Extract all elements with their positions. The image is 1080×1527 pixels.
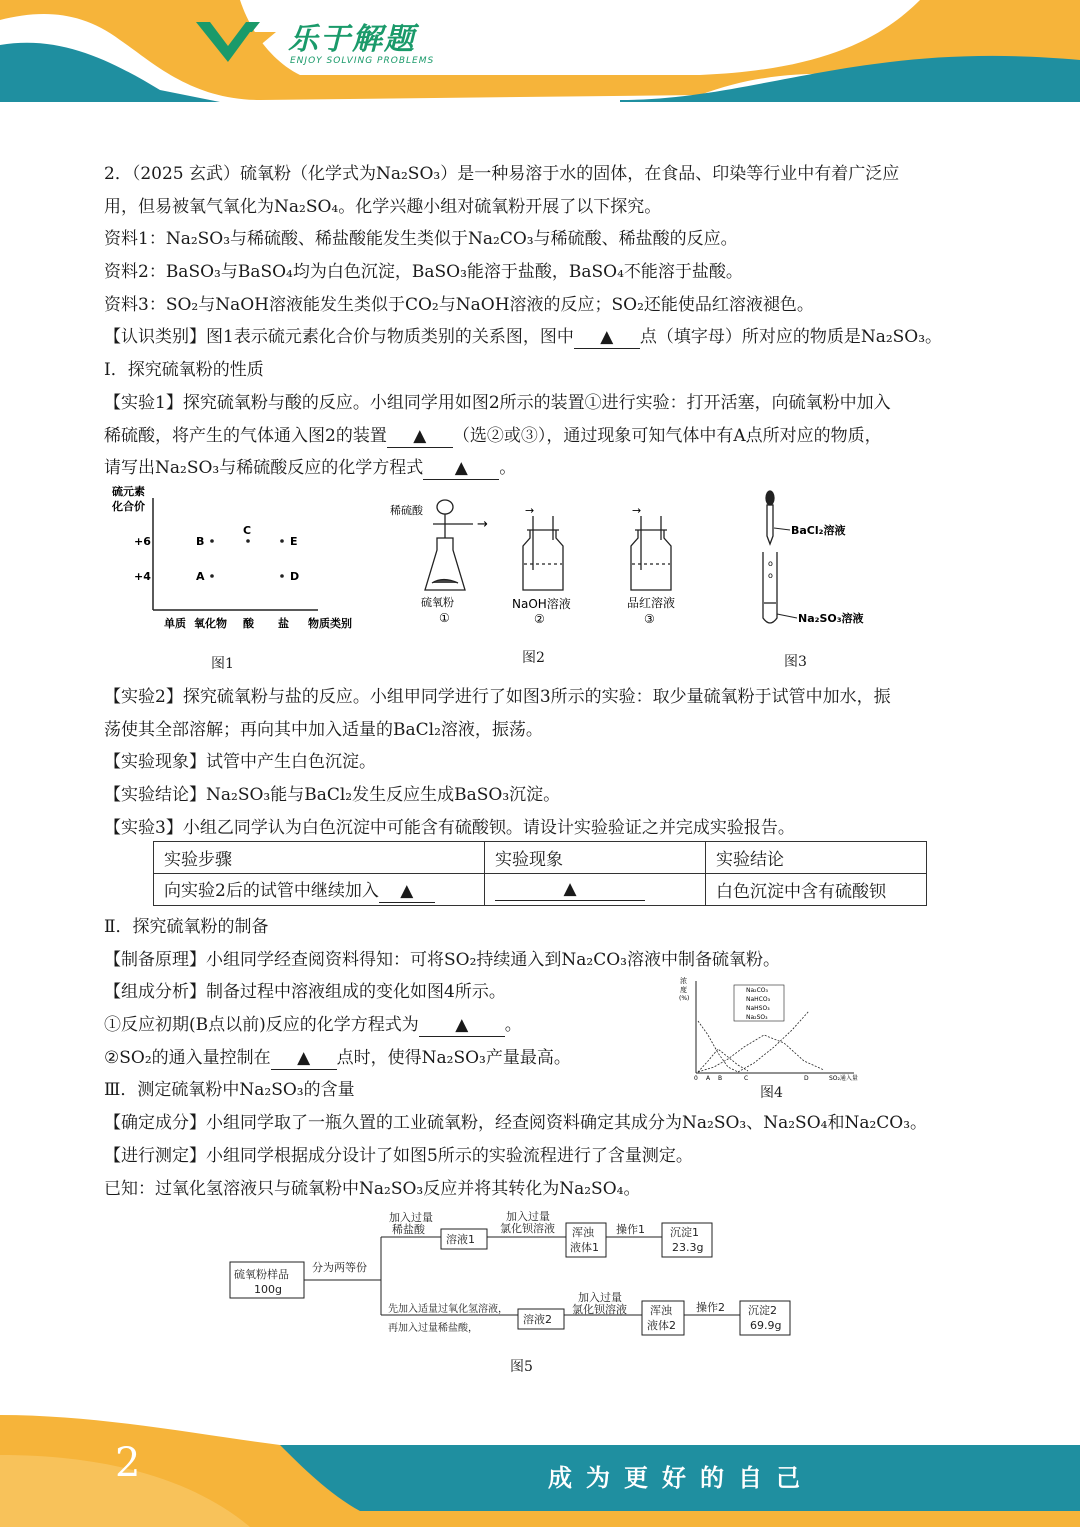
- fig5-solution1: 溶液1: [446, 1233, 475, 1246]
- figure-1-caption: 图1: [211, 656, 234, 672]
- fig4-legend-item: Na₂CO₃: [746, 987, 768, 994]
- question-2: ②SO₂的通入量控制在 ▲ 点时，使得Na₂SO₃产量最高。: [104, 1047, 571, 1068]
- section-1-title: Ⅰ．探究硫氧粉的性质: [104, 360, 264, 381]
- material-1: 资料1：Na₂SO₃与稀硫酸、稀盐酸能发生类似于Na₂CO₃与稀硫酸、稀盐酸的反应。: [104, 229, 738, 250]
- exp1-line-1: 【实验1】探究硫氧粉与酸的反应。小组同学用如图2所示的装置①进行实验：打开活塞，向硫氧粉中加入: [104, 392, 891, 413]
- fig5-ppt1: 沉淀1: [670, 1226, 699, 1239]
- figure-2-apparatus: [385, 490, 700, 632]
- dropper-icon: [766, 491, 774, 544]
- answer-blank[interactable]: ▲: [271, 1047, 337, 1070]
- drop-icon: o: [768, 571, 773, 580]
- fig2-number: ①: [439, 611, 450, 625]
- arrow-icon: →: [525, 504, 535, 517]
- fig5-top-reagent: 稀盐酸: [392, 1223, 425, 1236]
- fig4-xtick: D: [804, 1075, 809, 1082]
- fig5-top-reagent: 加入过量: [389, 1211, 433, 1224]
- flask-icon: [425, 500, 473, 590]
- fig5-solution2: 溶液2: [523, 1313, 552, 1326]
- exp-conclusion: 【实验结论】Na₂SO₃能与BaCl₂发生反应生成BaSO₃沉淀。: [104, 785, 561, 806]
- fig5-bacl2-top: 加入过量: [506, 1210, 550, 1223]
- gas-bottle-icon: [523, 516, 563, 590]
- figure-1-chart: [106, 484, 366, 634]
- exp1-line-2: 稀硫酸，将产生的气体通入图2的装置 ▲ （选②或③），通过现象可知气体中有A点所对应的物质，: [104, 425, 882, 446]
- question-1: ①反应初期(B点以前)反应的化学方程式为 ▲ 。: [104, 1015, 522, 1036]
- table-cell: [485, 874, 706, 906]
- fig5-bacl2-top: 氯化钡溶液: [500, 1222, 555, 1235]
- fig4-xtick: C: [744, 1075, 749, 1082]
- fig5-bottom-reagent: 先加入适量过氧化氢溶液，: [388, 1304, 508, 1315]
- fig4-ylabel: 浓: [680, 977, 687, 985]
- table-header: 实验步骤: [154, 842, 485, 874]
- fig1-point: [280, 539, 284, 543]
- fig1-point: [280, 574, 284, 578]
- known-text: 已知：过氧化氢溶液只与硫氧粉中Na₂SO₃反应并将其转化为Na₂SO₄。: [104, 1178, 641, 1199]
- fig5-turbid2: 浑浊: [650, 1304, 672, 1317]
- fig1-xtick: 盐: [278, 617, 289, 630]
- fig4-legend-item: Na₂SO₃: [746, 1014, 768, 1021]
- fig5-ppt1-mass: 23.3g: [672, 1241, 704, 1254]
- fig1-xlabel: 物质类别: [308, 617, 352, 630]
- fig1-ytick: +4: [134, 570, 151, 583]
- fig2-powder-label: 硫氧粉: [421, 596, 454, 609]
- exp-phenomenon: 【实验现象】试管中产生白色沉淀。: [104, 752, 376, 773]
- fig2-number: ②: [534, 612, 545, 626]
- fig4-xtick: 0: [694, 1075, 698, 1082]
- fig2-acid-label: 稀硫酸: [390, 504, 423, 517]
- fig5-turbid1: 液体1: [570, 1241, 599, 1254]
- answer-blank[interactable]: ▲: [419, 1014, 505, 1037]
- table-cell: 向实验2后的试管中继续加入 ▲: [154, 874, 485, 906]
- fig3-na2so3-label: Na₂SO₃溶液: [798, 612, 864, 625]
- answer-blank[interactable]: ▲: [574, 326, 640, 349]
- fig4-xtick: A: [706, 1075, 711, 1082]
- exp2-line-2: 荡使其全部溶解；再向其中加入适量的BaCl₂溶液，振荡。: [104, 719, 543, 740]
- material-3: 资料3：SO₂与NaOH溶液能发生类似于CO₂与NaOH溶液的反应；SO₂还能使品红溶液褪色。: [104, 294, 814, 315]
- fig5-op2: 操作2: [696, 1301, 725, 1314]
- figure-3-caption: 图3: [784, 654, 807, 670]
- table-header-row: [154, 842, 927, 874]
- exp3-line: 【实验3】小组乙同学认为白色沉淀中可能含有硫酸钡。请设计实验验证之并完成实验报告。: [104, 817, 795, 838]
- table-header: 实验现象: [485, 842, 706, 874]
- exp2-line-1: 【实验2】探究硫氧粉与盐的反应。小组甲同学进行了如图3所示的实验：取少量硫氧粉于试管中加水，振: [104, 687, 891, 707]
- experiment-2-text: [104, 681, 980, 844]
- section-3-title: Ⅲ．测定硫氧粉中Na₂SO₃的含量: [104, 1080, 355, 1101]
- fig5-split: 分为两等份: [312, 1261, 367, 1274]
- fig5-sample: 硫氧粉样品: [234, 1268, 289, 1281]
- header-banner: [0, 0, 1080, 115]
- fig4-ylabel: 度: [680, 986, 687, 994]
- preparation-principle: 【制备原理】小组同学经查阅资料得知：可将SO₂持续通入到Na₂CO₃溶液中制备硫氧粉。: [104, 949, 780, 970]
- figure-3-apparatus: [755, 488, 875, 636]
- fig1-xtick: 氧化物: [194, 617, 227, 630]
- fig4-ylabel: (%): [679, 995, 690, 1002]
- exp1-line-3: 请写出Na₂SO₃与稀硫酸反应的化学方程式 ▲ 。: [104, 458, 517, 479]
- fig5-turbid2: 液体2: [647, 1319, 676, 1332]
- fig4-legend-item: NaHSO₃: [746, 1005, 770, 1012]
- fig4-legend-item: NaHCO₃: [746, 996, 770, 1003]
- fig5-bacl2-bot: 加入过量: [578, 1291, 622, 1304]
- fig2-pinkred-label: 品红溶液: [627, 596, 676, 610]
- fig5-op1: 操作1: [616, 1223, 645, 1236]
- fig1-xtick: 单质: [164, 617, 186, 630]
- arrow-icon: →: [632, 504, 642, 517]
- fig1-ylabel-1: 硫元素: [112, 485, 145, 498]
- fig2-naoh-label: NaOH溶液: [512, 597, 571, 611]
- figure-5-flowchart: [226, 1205, 806, 1350]
- arrow-icon: →: [477, 517, 488, 532]
- fig5-bottom-reagent: 再加入过量稀盐酸，: [388, 1323, 478, 1334]
- measure-text: 【进行测定】小组同学根据成分设计了如图5所示的实验流程进行了含量测定。: [104, 1145, 693, 1166]
- fig5-sample-mass: 100g: [254, 1283, 282, 1296]
- category-question: 【认识类别】图1表示硫元素化合价与物质类别的关系图，图中 ▲ 点（填字母）所对应的物质是Na₂SO₃。: [104, 327, 943, 348]
- experiment-report-table: [153, 841, 927, 906]
- logo-subtitle: ENJOY SOLVING PROBLEMS: [290, 56, 435, 66]
- table-header: 实验结论: [706, 842, 927, 874]
- determine-components: 【确定成分】小组同学取了一瓶久置的工业硫氧粉，经查阅资料确定其成分为Na₂SO₃、Na₂SO₄和Na₂CO₃。: [104, 1113, 928, 1134]
- fig1-ytick: +6: [134, 535, 151, 548]
- problem-line-1: 2．（2025 玄武）硫氧粉（化学式为Na₂SO₃）是一种易溶于水的固体，在食品、印染等行业中有着广泛应: [104, 164, 900, 184]
- answer-blank[interactable]: ▲: [423, 457, 499, 480]
- problem-text: [104, 158, 980, 485]
- answer-blank[interactable]: ▲: [495, 878, 645, 901]
- fig1-point-label: B: [196, 535, 205, 548]
- fig5-ppt2-mass: 69.9g: [750, 1319, 782, 1332]
- drop-icon: o: [768, 559, 773, 568]
- figure-2-caption: 图2: [522, 650, 545, 666]
- fig5-ppt2: 沉淀2: [748, 1304, 777, 1317]
- fig1-point-label: E: [290, 535, 298, 548]
- problem-line-2: 用，但易被氧气氧化为Na₂SO₄。化学兴趣小组对硫氧粉开展了以下探究。: [104, 196, 662, 217]
- fig1-point: [210, 539, 214, 543]
- fig1-xtick: 酸: [243, 617, 254, 630]
- figure-4-chart: [674, 975, 869, 1085]
- logo-text: 乐于解题: [288, 22, 416, 57]
- fig3-bacl2-label: BaCl₂溶液: [791, 524, 846, 537]
- fig1-point: [210, 574, 214, 578]
- table-row: [154, 874, 927, 906]
- fig1-point-label: C: [243, 524, 252, 537]
- material-2: 资料2：BaSO₃与BaSO₄均为白色沉淀，BaSO₃能溶于盐酸，BaSO₄不能溶于盐酸。: [104, 262, 743, 283]
- page-number: 2: [115, 1440, 141, 1486]
- fig1-point-label: D: [290, 570, 300, 583]
- fig5-turbid1: 浑浊: [572, 1226, 594, 1239]
- answer-blank[interactable]: ▲: [387, 425, 453, 448]
- composition-analysis: 【组成分析】制备过程中溶液组成的变化如图4所示。: [104, 982, 506, 1003]
- fig4-xtick: B: [718, 1075, 723, 1082]
- fig1-point: [246, 539, 250, 543]
- fig1-point-label: A: [196, 570, 205, 583]
- footer-slogan: 成为更好的自己: [548, 1464, 814, 1492]
- figure-4-caption: 图4: [760, 1085, 783, 1101]
- fig4-series-na2so3: [698, 1035, 824, 1072]
- fig5-bacl2-bot: 氯化钡溶液: [572, 1303, 627, 1316]
- table-cell: 白色沉淀中含有硫酸钡: [706, 874, 927, 906]
- fig4-xlabel: SO₂通入量: [829, 1075, 858, 1082]
- figure-5-caption: 图5: [510, 1359, 533, 1375]
- fig2-number: ③: [644, 612, 655, 626]
- fig1-ylabel-2: 化合价: [112, 500, 145, 513]
- gas-bottle-icon: [631, 516, 671, 590]
- section-2-title: Ⅱ．探究硫氧粉的制备: [104, 917, 269, 937]
- answer-blank[interactable]: ▲: [379, 880, 435, 903]
- footer-banner: [0, 1415, 1080, 1527]
